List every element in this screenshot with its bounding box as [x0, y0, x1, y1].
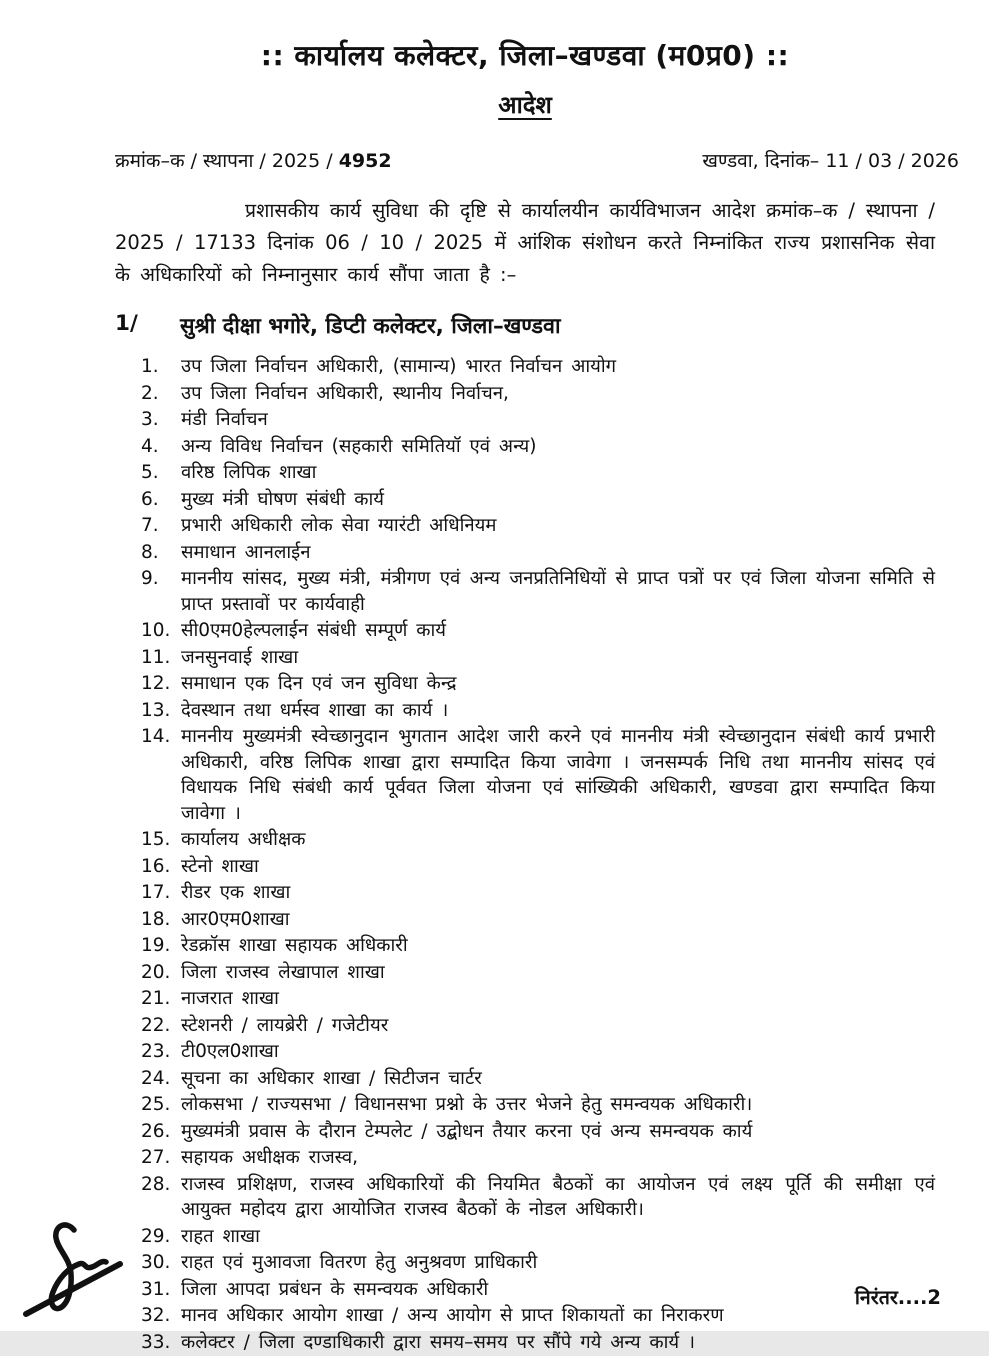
duty-text: समाधान एक दिन एवं जन सुविधा केन्द्र: [181, 673, 457, 694]
duty-number: 30.: [141, 1252, 171, 1273]
duty-item: [115, 645, 935, 671]
duty-text: माननीय मुख्यमंत्री स्वेच्छानुदान भुगतान आदेश जारी करने एवं माननीय मंत्री स्वेच्छानुदान संबंधी कार्य प्रभारी अधिकारी, वरिष्ठ लिपिक शाखा द्वारा सम्पादित किया जावेगा । जनसम्पर्क निधि तथा माननीय सांसद एवं विधायक निधि संबंधी कार्य पूर्ववत जिला योजना एवं सांख्यिकी अधिकारी, खण्डवा द्वारा सम्पादित किया जावेगा ।: [181, 726, 935, 824]
duty-item: [115, 960, 935, 986]
handwritten-signature: [16, 1202, 134, 1320]
duty-item: [115, 1039, 935, 1065]
duty-item: [115, 1250, 935, 1276]
duty-number: 29.: [141, 1225, 171, 1247]
duty-number: 15.: [141, 829, 171, 850]
duty-number: 21.: [141, 988, 171, 1009]
duty-number: 12.: [141, 673, 171, 694]
duty-text: माननीय सांसद, मुख्य मंत्री, मंत्रीगण एवं अन्य जनप्रतिनिधियों से प्राप्त पत्रों पर एवं जिला योजना समिति से प्राप्त प्रस्तावों पर कार्यवाही: [181, 568, 935, 615]
duty-text: सी0एम0हेल्पलाईन संबंधी सम्पूर्ण कार्य: [181, 620, 446, 641]
duty-number: 32.: [141, 1305, 171, 1326]
duty-item: [115, 1330, 935, 1356]
duty-number: 18.: [141, 908, 171, 930]
duty-number: 10.: [141, 620, 171, 641]
duty-text: सूचना का अधिकार शाखा / सिटीजन चार्टर: [181, 1067, 482, 1089]
duty-text: मुख्यमंत्री प्रवास के दौरान टेम्पलेट / उद्बोधन तैयार करना एवं अन्य समन्वयक कार्य: [181, 1120, 753, 1142]
duty-item: [115, 1119, 935, 1145]
order-title-text: आदेश: [498, 91, 552, 119]
duty-text: आर0एम0शाखा: [181, 908, 290, 930]
reference-row: [115, 147, 959, 173]
duty-item: [115, 513, 935, 539]
duty-text: राहत एवं मुआवजा वितरण हेतु अनुश्रवण प्राधिकारी: [181, 1252, 538, 1273]
duty-item: [115, 460, 935, 486]
reference-number-prefix: क्रमांक–क / स्थापना / 2025 /: [115, 150, 339, 172]
duty-text: नाजरात शाखा: [181, 988, 279, 1009]
duty-number: 28.: [141, 1173, 171, 1195]
duty-text: कार्यालय अधीक्षक: [181, 829, 306, 850]
duty-text: रेडक्रॉस शाखा सहायक अधिकारी: [181, 935, 408, 956]
duty-number: 17.: [141, 882, 171, 903]
duty-number: 14.: [141, 726, 171, 747]
intro-paragraph: प्रशासकीय कार्य सुविधा की दृष्टि से कार्यालयीन कार्यविभाजन आदेश क्रमांक–क / स्थापना / 2025 / 17133 दिनांक 06 / 10 / 2025 में आंशिक संशोधन करते निम्नांकित राज्य प्रशासनिक सेवा के अधिकारियों को निम्नानुसार कार्य सौंपा जाता है :–: [115, 199, 935, 286]
duty-number: 16.: [141, 855, 171, 877]
duty-text: जिला राजस्व लेखापाल शाखा: [181, 961, 385, 983]
duty-item: [115, 1013, 935, 1039]
duty-item: [115, 1303, 935, 1329]
duty-text: लोकसभा / राज्यसभा / विधानसभा प्रश्नो के उत्तर भेजने हेतु समन्वयक अधिकारी।: [181, 1094, 753, 1115]
duty-number: 22.: [141, 1014, 171, 1036]
duty-number: 4.: [141, 435, 159, 457]
duty-text: मुख्य मंत्री घोषण संबंधी कार्य: [181, 488, 384, 510]
duty-item: [115, 381, 935, 407]
duty-number: 9.: [141, 568, 159, 589]
duty-item: [115, 354, 935, 380]
duty-text: राहत शाखा: [181, 1225, 260, 1247]
duty-item: [115, 1172, 935, 1223]
duty-number: 2.: [141, 382, 159, 404]
duty-number: 13.: [141, 699, 171, 721]
duty-text: कलेक्टर / जिला दण्डाधिकारी द्वारा समय–समय पर सौंपे गये अन्य कार्य ।: [181, 1331, 696, 1353]
duty-text: राजस्व प्रशिक्षण, राजस्व अधिकारियों की नियमित बैठकों का आयोजन एवं लक्ष्य पूर्ति की समीक्षा एवं आयुक्त महोदय द्वारा आयोजित राजस्व बैठकों के नोडल अधिकारी।: [181, 1173, 935, 1220]
duty-item: [115, 698, 935, 724]
duty-text: जिला आपदा प्रबंधन के समन्वयक अधिकारी: [181, 1278, 489, 1300]
office-title: :: कार्यालय कलेक्टर, जिला–खण्डवा (म0प्र0) ::: [260, 39, 790, 72]
continuation-note: निरंतर....2: [854, 1286, 941, 1309]
duty-text: मानव अधिकार आयोग शाखा / अन्य आयोग से प्राप्त शिकायतों का निराकरण: [181, 1305, 724, 1326]
duty-text: स्टेशनरी / लायब्रेरी / गजेटीयर: [181, 1014, 389, 1036]
duty-text: समाधान आनलाईन: [181, 541, 311, 563]
duty-number: 23.: [141, 1041, 171, 1062]
duty-number: 33.: [141, 1331, 171, 1353]
duty-number: 20.: [141, 961, 171, 983]
duty-text: टी0एल0शाखा: [181, 1041, 279, 1062]
duty-number: 3.: [141, 409, 159, 430]
order-title: [115, 88, 935, 121]
duty-number: 19.: [141, 935, 171, 956]
duty-number: 27.: [141, 1147, 171, 1168]
duty-item: [115, 827, 935, 853]
duty-text: उप जिला निर्वाचन अधिकारी, (सामान्य) भारत निर्वाचन आयोग: [181, 356, 617, 377]
duty-number: 25.: [141, 1094, 171, 1115]
reference-number: [115, 147, 392, 173]
duty-item: [115, 1092, 935, 1118]
duty-text: उप जिला निर्वाचन अधिकारी, स्थानीय निर्वाचन,: [181, 382, 509, 404]
duty-item: [115, 566, 935, 617]
duty-item: [115, 907, 935, 933]
officer-heading: [115, 311, 935, 340]
duty-item: [115, 854, 935, 880]
duty-item: [115, 434, 935, 460]
duty-text: सहायक अधीक्षक राजस्व,: [181, 1147, 359, 1168]
duty-text: प्रभारी अधिकारी लोक सेवा ग्यारंटी अधिनियम: [181, 515, 497, 536]
duty-number: 8.: [141, 541, 159, 563]
duty-item: [115, 1277, 935, 1303]
duty-text: स्टेनो शाखा: [181, 855, 259, 877]
duty-item: [115, 1224, 935, 1250]
duty-text: वरिष्ठ लिपिक शाखा: [181, 462, 317, 483]
duty-number: 5.: [141, 462, 159, 483]
place-and-date: खण्डवा, दिनांक– 11 / 03 / 2026: [702, 150, 959, 172]
duty-item: [115, 407, 935, 433]
duty-number: 24.: [141, 1067, 171, 1089]
officer-serial: 1/: [115, 311, 138, 336]
duty-item: [115, 724, 935, 826]
duty-text: देवस्थान तथा धर्मस्व शाखा का कार्य ।: [181, 699, 449, 721]
officer-name: सुश्री दीक्षा भगोरे, डिप्टी कलेक्टर, जिला–खण्डवा: [180, 314, 561, 339]
duty-item: [115, 986, 935, 1012]
duty-number: 11.: [141, 646, 171, 668]
duty-item: [115, 1066, 935, 1092]
reference-number-value: 4952: [338, 150, 392, 172]
duty-item: [115, 671, 935, 697]
duty-text: अन्य विविध निर्वाचन (सहकारी समितियॉ एवं अन्य): [181, 435, 537, 457]
duty-item: [115, 933, 935, 959]
duty-item: [115, 487, 935, 513]
duty-number: 31.: [141, 1278, 171, 1300]
duty-item: [115, 540, 935, 566]
duty-text: रीडर एक शाखा: [181, 882, 291, 903]
duty-text: मंडी निर्वाचन: [181, 409, 268, 430]
duties-list: [115, 354, 935, 1355]
duty-number: 7.: [141, 515, 159, 536]
duty-item: [115, 618, 935, 644]
duty-item: [115, 1145, 935, 1171]
duty-number: 26.: [141, 1120, 171, 1142]
duty-number: 1.: [141, 356, 159, 377]
duty-text: जनसुनवाई शाखा: [181, 646, 299, 668]
duty-number: 6.: [141, 488, 159, 510]
duty-item: [115, 880, 935, 906]
